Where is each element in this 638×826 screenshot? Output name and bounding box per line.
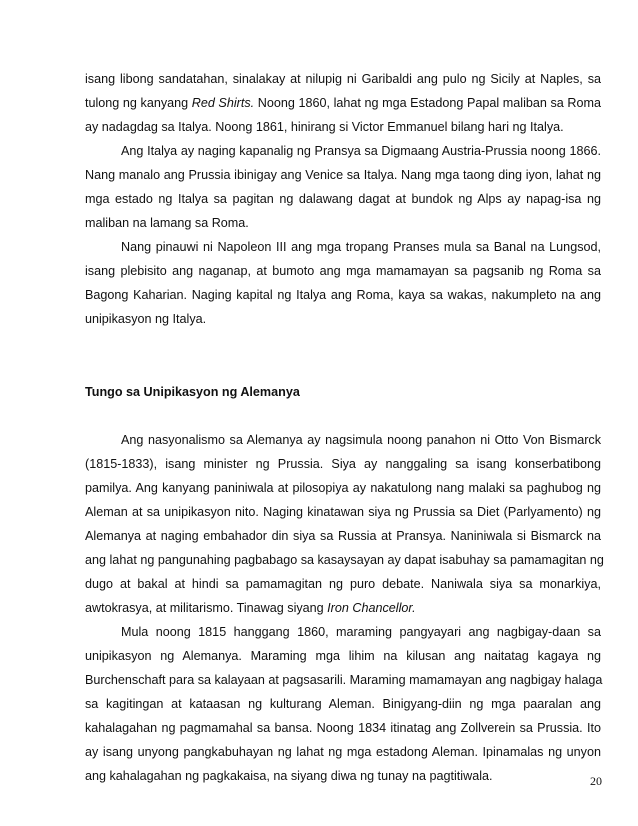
text-line: isang plebisito ang naganap, at bumoto ang mga mamamayan sa pagsanib ng Roma sa	[85, 264, 601, 278]
paragraph-germany-1	[85, 428, 604, 620]
text-line: unipikasyon ng Italya.	[85, 312, 207, 326]
text-line: Nang pinauwi ni Napoleon III ang mga tropang Pranses mula sa Banal na Lungsod,	[121, 240, 601, 254]
text-span: tulong ng kanyang	[85, 96, 192, 110]
text-line: maliban na lamang sa Roma.	[85, 216, 249, 230]
text-line: ang kahalagahan ng pagkakaisa, na siyang diwa ng tunay na pagtitiwala.	[85, 769, 493, 783]
text-line	[85, 596, 601, 620]
text-line: pamilya. Ang kanyang paniniwala at pilosopiya ay nakatulong nang malaki sa paghubog ng	[85, 481, 601, 495]
text-line: sa kagitingan at kataasan ng kulturang Aleman. Binigyang-diin ng mga paaralan ang	[85, 697, 601, 711]
text-line: mga estado ng Italya sa pagitan ng dalawang dagat at bundok ng Alps ay napag-isa ng	[85, 192, 601, 206]
text-line: kahalagahan ng pagmamahal sa bansa. Noong 1834 itinatag ang Zollverein sa Prussia. Ito	[85, 721, 601, 735]
text-line: Ang nasyonalismo sa Alemanya ay nagsimula noong panahon ni Otto Von Bismarck	[121, 433, 601, 447]
italic-term: Red Shirts.	[191, 96, 255, 110]
text-line: Aleman at sa unipikasyon nito. Naging kinatawan siya ng Prussia sa Diet (Parlyamento) ng	[85, 505, 601, 519]
paragraph-italy-1	[85, 67, 601, 139]
text-line: Alemanya at naging embahador din siya sa Russia at Pransya. Naniniwala si Bismarck na	[85, 529, 601, 543]
paragraph-italy-2	[85, 139, 601, 235]
text-span: Noong 1860, lahat ng mga Estadong Papal maliban sa Roma	[254, 96, 601, 110]
text-line: Burchenschaft para sa kalayaan at pagsasarili. Maraming mamamayan ang nagbigay halaga	[85, 673, 603, 687]
text-line: Nang manalo ang Prussia ibinigay ang Venice sa Italya. Nang mga taong ding iyon, lahat ng	[85, 168, 601, 182]
page-number: 20	[590, 774, 602, 788]
text-line: Bagong Kaharian. Naging kapital ng Italya ang Roma, kaya sa wakas, nakumpleto na ang	[85, 288, 601, 302]
paragraph-germany-2	[85, 620, 601, 788]
text-span: awtokrasya, at militarismo. Tinawag siyang	[85, 601, 328, 615]
text-line: (1815-1833), isang minister ng Prussia. Siya ay nanggaling sa isang konserbatibong	[85, 457, 601, 471]
text-line: ay nadagdag sa Italya. Noong 1861, hinirang si Victor Emmanuel bilang hari ng Italya.	[85, 120, 564, 134]
text-line: unipikasyon ng Alemanya. Maraming mga lihim na kilusan ang naitatag kagaya ng	[85, 649, 601, 663]
text-line: ay isang unyong pangkabuhayan ng lahat ng mga estadong Aleman. Ipinamalas ng unyon	[85, 745, 601, 759]
text-line	[85, 91, 601, 115]
body-text	[85, 67, 604, 788]
text-line: ang lahat ng pangunahing pagbabago sa kasaysayan ay dapat isabuhay sa pamamagitan ng	[85, 553, 604, 567]
section-heading: Tungo sa Unipikasyon ng Alemanya	[85, 385, 300, 399]
text-line: Ang Italya ay naging kapanalig ng Pransya sa Digmaang Austria-Prussia noong 1866.	[121, 144, 601, 158]
paragraph-italy-3	[85, 235, 601, 331]
text-line: Mula noong 1815 hanggang 1860, maraming pangyayari ang nagbigay-daan sa	[121, 625, 601, 639]
text-line: dugo at bakal at hindi sa pamamagitan ng puro debate. Naniwala siya sa monarkiya,	[85, 577, 601, 591]
text-line: isang libong sandatahan, sinalakay at nilupig ni Garibaldi ang pulo ng Sicily at Naples, sa	[85, 72, 601, 86]
italic-term: Iron Chancellor.	[327, 601, 416, 615]
